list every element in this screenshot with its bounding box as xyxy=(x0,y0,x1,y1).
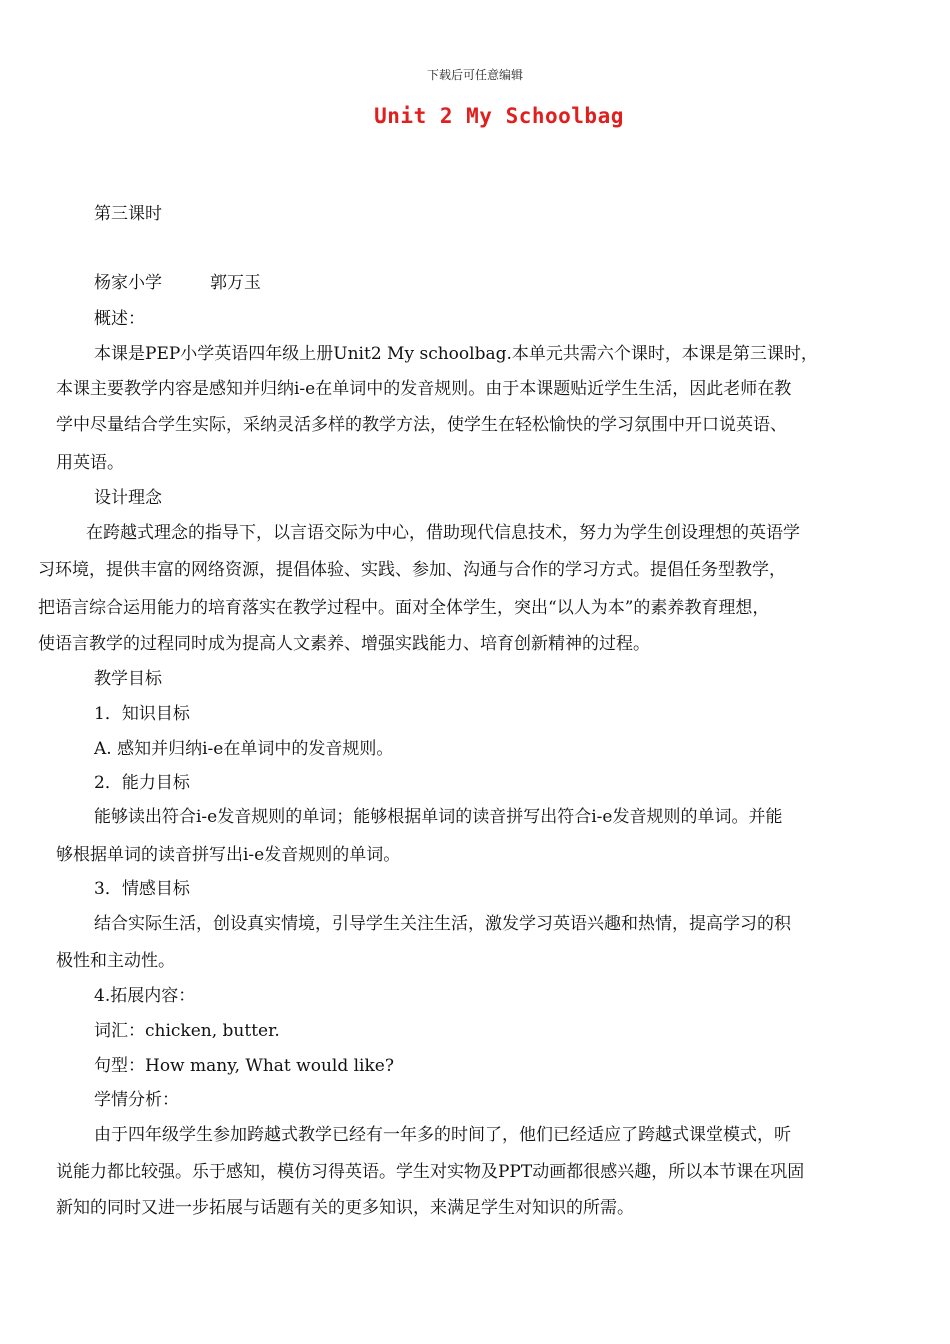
design-line: 习环境，提供丰富的网络资源，提倡体验、实践、参加、沟通与合作的学习方式。提倡任务型教学， xyxy=(38,560,786,580)
sentence-line: 句型：How many, What would like? xyxy=(94,1056,394,1076)
document-title: Unit 2 My Schoolbag xyxy=(374,104,624,128)
overview-line: 本课是PEP小学英语四年级上册Unit2 My schoolbag.本单元共需六个课时，本课是第三课时， xyxy=(94,344,818,364)
knowledge-goal-item: A. 感知并归纳i-e在单词中的发音规则。 xyxy=(94,739,394,759)
ability-goal-line: 能够读出符合i-e发音规则的单词；能够根据单词的读音拼写出符合i-e发音规则的单词。并能 xyxy=(94,807,783,827)
ability-goal-line: 够根据单词的读音拼写出i-e发音规则的单词。 xyxy=(56,845,401,865)
overview-heading: 概述： xyxy=(94,309,145,329)
overview-line: 学中尽量结合学生实际，采纳灵活多样的教学方法，使学生在轻松愉快的学习氛围中开口说英语、 xyxy=(56,415,787,435)
lesson-label: 第三课时 xyxy=(94,204,162,224)
analysis-heading: 学情分析： xyxy=(94,1090,179,1110)
extend-title: 4.拓展内容： xyxy=(94,986,196,1006)
design-line: 把语言综合运用能力的培育落实在教学过程中。面对全体学生，突出“以人为本”的素养教育理想， xyxy=(38,598,770,618)
author-name: 郭万玉 xyxy=(210,273,261,293)
goals-heading: 教学目标 xyxy=(94,669,162,689)
analysis-line: 新知的同时又进一步拓展与话题有关的更多知识，来满足学生对知识的所需。 xyxy=(56,1198,634,1218)
design-line: 在跨越式理念的指导下，以言语交际为中心，借助现代信息技术，努力为学生创设理想的英语学 xyxy=(86,523,800,543)
design-heading: 设计理念 xyxy=(94,488,162,508)
emotion-goal-title: 3．情感目标 xyxy=(94,879,190,899)
ability-goal-title: 2．能力目标 xyxy=(94,773,190,793)
emotion-goal-line: 结合实际生活，创设真实情境，引导学生关注生活，激发学习英语兴趣和热情，提高学习的积 xyxy=(94,914,791,934)
header-note: 下载后可任意编辑 xyxy=(426,68,523,82)
overview-line: 本课主要教学内容是感知并归纳i-e在单词中的发音规则。由于本课题贴近学生生活，因此老师在教 xyxy=(56,379,792,399)
knowledge-goal-title: 1．知识目标 xyxy=(94,704,190,724)
emotion-goal-line: 极性和主动性。 xyxy=(56,951,175,971)
analysis-line: 说能力都比较强。乐于感知，模仿习得英语。学生对实物及PPT动画都很感兴趣，所以本节课在巩固 xyxy=(56,1162,805,1182)
vocab-line: 词汇：chicken, butter. xyxy=(94,1021,280,1041)
author-line xyxy=(94,272,261,294)
overview-line: 用英语。 xyxy=(56,453,124,473)
design-line: 使语言教学的过程同时成为提高人文素养、增强实践能力、培育创新精神的过程。 xyxy=(38,634,650,654)
school-name: 杨家小学 xyxy=(94,273,162,293)
analysis-line: 由于四年级学生参加跨越式教学已经有一年多的时间了，他们已经适应了跨越式课堂模式，听 xyxy=(94,1125,791,1145)
